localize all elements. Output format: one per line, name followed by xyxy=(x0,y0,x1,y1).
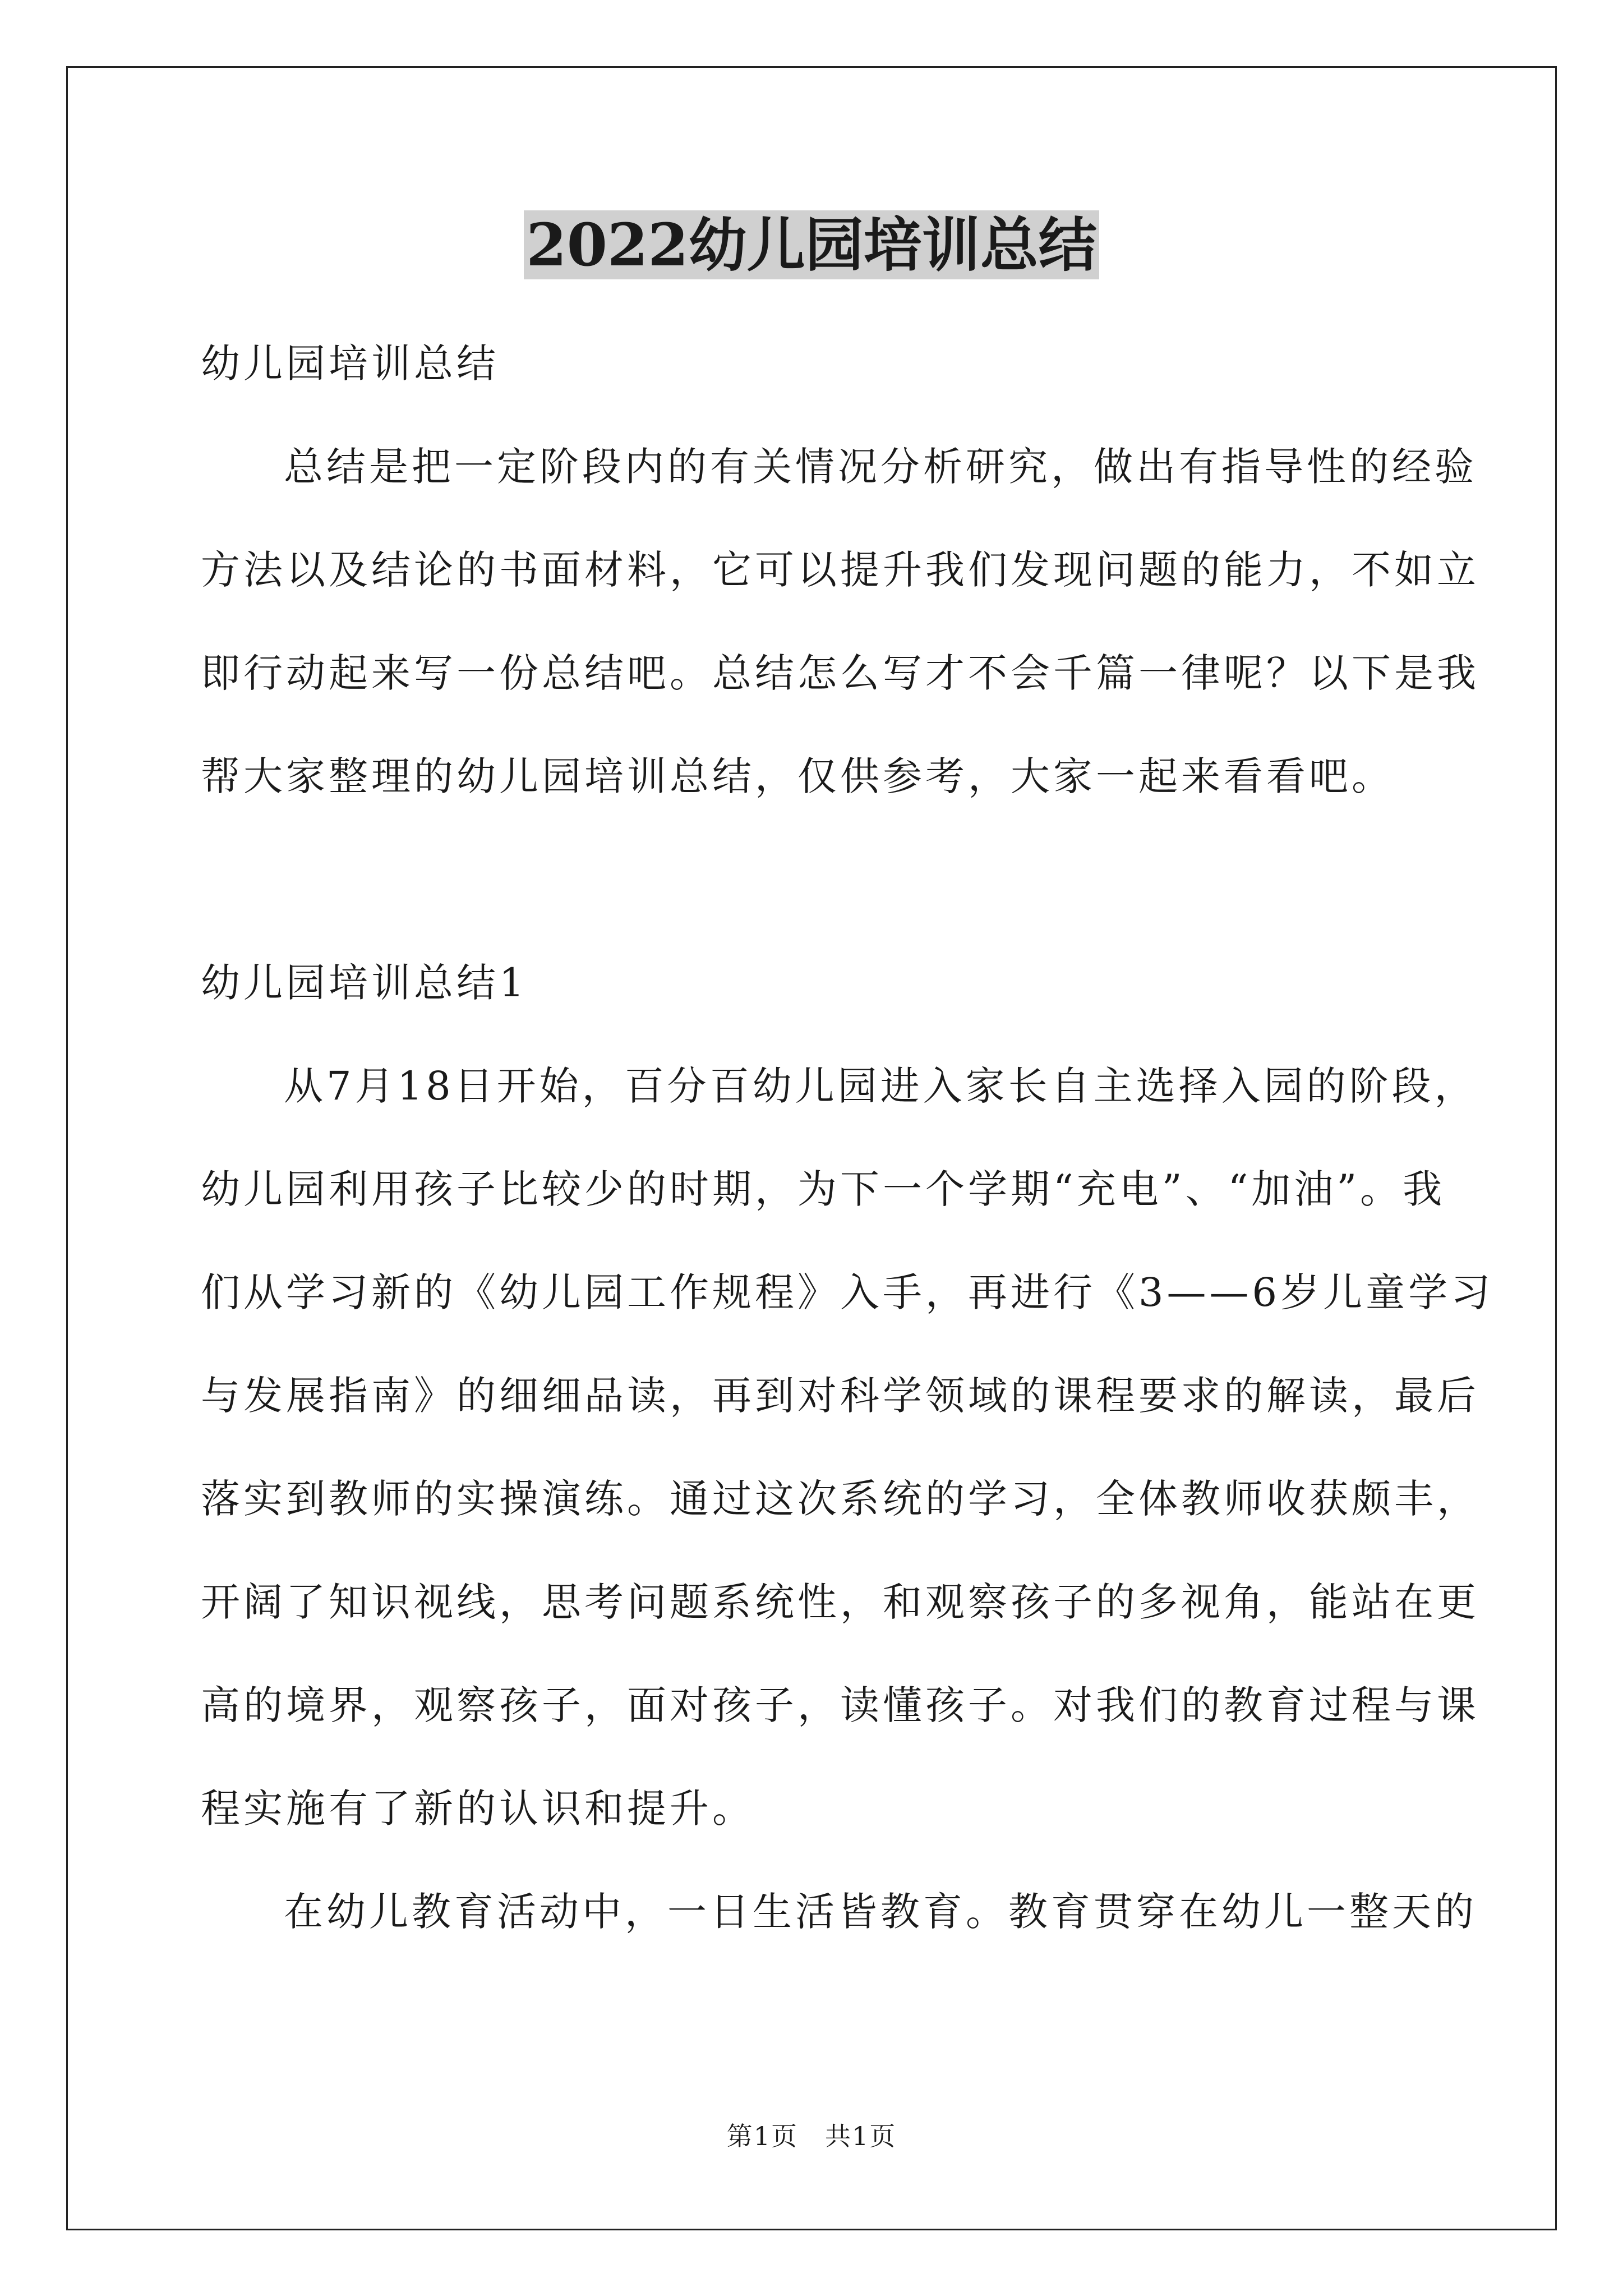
section1-para1-line-7: 高的境界，观察孩子，面对孩子，读懂孩子。对我们的教育过程与课 xyxy=(201,1682,1479,1728)
document-title-text: 2022幼儿园培训总结 xyxy=(524,210,1099,279)
section1-para1-line-6: 开阔了知识视线，思考问题系统性，和观察孩子的多视角，能站在更 xyxy=(201,1579,1479,1625)
document-subtitle: 幼儿园培训总结 xyxy=(201,341,499,386)
section1-para1-line-3: 们从学习新的《幼儿园工作规程》入手，再进行《3——6岁儿童学习 xyxy=(201,1269,1494,1315)
section1-para2-line-1: 在幼儿教育活动中，一日生活皆教育。教育贯穿在幼儿一整天的 xyxy=(284,1889,1477,1935)
intro-line-4: 帮大家整理的幼儿园培训总结，仅供参考，大家一起来看看吧。 xyxy=(201,753,1394,799)
section1-heading: 幼儿园培训总结1 xyxy=(201,960,528,1006)
page-footer xyxy=(0,2119,1623,2153)
section1-para1-line-8: 程实施有了新的认识和提升。 xyxy=(201,1786,755,1832)
section1-para1-line-2: 幼儿园利用孩子比较少的时期，为下一个学期“充电”、“加油”。我 xyxy=(201,1166,1446,1212)
document-title xyxy=(0,209,1623,282)
section1-para1-line-1: 从7月18日开始，百分百幼儿园进入家长自主选择入园的阶段， xyxy=(284,1063,1477,1109)
paragraph-gap xyxy=(201,828,1435,931)
section1-para1-line-4: 与发展指南》的细细品读，再到对科学领域的课程要求的解读，最后 xyxy=(201,1373,1479,1419)
intro-line-2: 方法以及结论的书面材料，它可以提升我们发现问题的能力，不如立 xyxy=(201,547,1479,593)
intro-line-3: 即行动起来写一份总结吧。总结怎么写才不会千篇一律呢？以下是我 xyxy=(201,650,1479,696)
page-number: 第1页 共1页 xyxy=(726,2121,897,2151)
intro-line-1: 总结是把一定阶段内的有关情况分析研究，做出有指导性的经验 xyxy=(284,444,1477,490)
section1-para1-line-5: 落实到教师的实操演练。通过这次系统的学习，全体教师收获颇丰， xyxy=(201,1476,1479,1522)
document-body xyxy=(201,312,1494,1963)
